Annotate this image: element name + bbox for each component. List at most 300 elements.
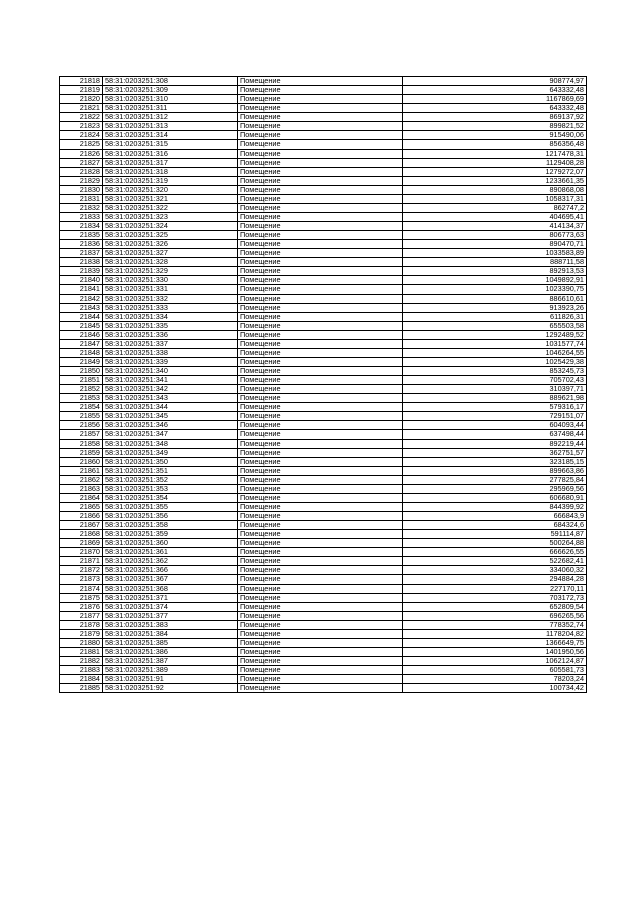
- cadastral-number-cell: 58:31:0203251:354: [103, 493, 238, 502]
- row-number-cell: 21844: [60, 312, 103, 321]
- table-row: [60, 330, 587, 339]
- table-row: [60, 140, 587, 149]
- cadastral-value-cell: 227170,11: [403, 584, 587, 593]
- object-type-cell: Помещение: [238, 666, 403, 675]
- cadastral-value-cell: 890868,08: [403, 185, 587, 194]
- table-row: [60, 231, 587, 240]
- table-row: [60, 176, 587, 185]
- object-type-cell: Помещение: [238, 394, 403, 403]
- table-row: [60, 457, 587, 466]
- row-number-cell: 21849: [60, 357, 103, 366]
- row-number-cell: 21834: [60, 222, 103, 231]
- row-number-cell: 21833: [60, 212, 103, 221]
- cadastral-number-cell: 58:31:0203251:339: [103, 357, 238, 366]
- object-type-cell: Помещение: [238, 176, 403, 185]
- object-type-cell: Помещение: [238, 149, 403, 158]
- cadastral-value-cell: 1049892,91: [403, 276, 587, 285]
- row-number-cell: 21827: [60, 158, 103, 167]
- table-row: [60, 321, 587, 330]
- table-row: [60, 367, 587, 376]
- table-row: [60, 584, 587, 593]
- row-number-cell: 21846: [60, 330, 103, 339]
- row-number-cell: 21819: [60, 86, 103, 95]
- cadastral-value-cell: 778352,74: [403, 620, 587, 629]
- row-number-cell: 21872: [60, 566, 103, 575]
- row-number-cell: 21863: [60, 484, 103, 493]
- cadastral-number-cell: 58:31:0203251:337: [103, 339, 238, 348]
- table-row: [60, 657, 587, 666]
- cadastral-number-cell: 58:31:0203251:361: [103, 548, 238, 557]
- cadastral-number-cell: 58:31:0203251:358: [103, 521, 238, 530]
- row-number-cell: 21853: [60, 394, 103, 403]
- cadastral-number-cell: 58:31:0203251:371: [103, 593, 238, 602]
- row-number-cell: 21843: [60, 303, 103, 312]
- table-row: [60, 394, 587, 403]
- table-row: [60, 222, 587, 231]
- cadastral-value-cell: 1062124,87: [403, 657, 587, 666]
- cadastral-value-cell: 853245,73: [403, 367, 587, 376]
- object-type-cell: Помещение: [238, 512, 403, 521]
- object-type-cell: Помещение: [238, 321, 403, 330]
- object-type-cell: Помещение: [238, 611, 403, 620]
- row-number-cell: 21826: [60, 149, 103, 158]
- table-row: [60, 249, 587, 258]
- cadastral-number-cell: 58:31:0203251:366: [103, 566, 238, 575]
- row-number-cell: 21830: [60, 185, 103, 194]
- cadastral-number-cell: 58:31:0203251:324: [103, 222, 238, 231]
- object-type-cell: Помещение: [238, 530, 403, 539]
- row-number-cell: 21836: [60, 240, 103, 249]
- object-type-cell: Помещение: [238, 231, 403, 240]
- object-type-cell: Помещение: [238, 212, 403, 221]
- object-type-cell: Помещение: [238, 548, 403, 557]
- cadastral-value-cell: 78203,24: [403, 675, 587, 684]
- cadastral-number-cell: 58:31:0203251:347: [103, 430, 238, 439]
- table-row: [60, 611, 587, 620]
- row-number-cell: 21847: [60, 339, 103, 348]
- cadastral-number-cell: 58:31:0203251:325: [103, 231, 238, 240]
- cadastral-value-cell: 1233661,35: [403, 176, 587, 185]
- cadastral-number-cell: 58:31:0203251:351: [103, 466, 238, 475]
- object-type-cell: Помещение: [238, 367, 403, 376]
- object-type-cell: Помещение: [238, 629, 403, 638]
- row-number-cell: 21859: [60, 448, 103, 457]
- row-number-cell: 21874: [60, 584, 103, 593]
- table-row: [60, 475, 587, 484]
- row-number-cell: 21870: [60, 548, 103, 557]
- table-row: [60, 303, 587, 312]
- row-number-cell: 21878: [60, 620, 103, 629]
- cadastral-value-cell: 892219,44: [403, 439, 587, 448]
- cadastral-number-cell: 58:31:0203251:309: [103, 86, 238, 95]
- cadastral-value-cell: 334060,32: [403, 566, 587, 575]
- table-row: [60, 285, 587, 294]
- table-row: [60, 502, 587, 511]
- cadastral-value-cell: 605581,73: [403, 666, 587, 675]
- cadastral-value-cell: 606680,91: [403, 493, 587, 502]
- table-row: [60, 276, 587, 285]
- row-number-cell: 21831: [60, 194, 103, 203]
- table-row: [60, 194, 587, 203]
- object-type-cell: Помещение: [238, 167, 403, 176]
- row-number-cell: 21864: [60, 493, 103, 502]
- cadastral-number-cell: 58:31:0203251:333: [103, 303, 238, 312]
- object-type-cell: Помещение: [238, 430, 403, 439]
- table-row: [60, 638, 587, 647]
- table-row: [60, 294, 587, 303]
- row-number-cell: 21884: [60, 675, 103, 684]
- cadastral-number-cell: 58:31:0203251:384: [103, 629, 238, 638]
- row-number-cell: 21876: [60, 602, 103, 611]
- cadastral-number-cell: 58:31:0203251:312: [103, 113, 238, 122]
- object-type-cell: Помещение: [238, 403, 403, 412]
- cadastral-number-cell: 58:31:0203251:320: [103, 185, 238, 194]
- row-number-cell: 21875: [60, 593, 103, 602]
- row-number-cell: 21845: [60, 321, 103, 330]
- table-row: [60, 675, 587, 684]
- cadastral-value-cell: 915490,06: [403, 131, 587, 140]
- cadastral-value-sheet: [59, 76, 587, 693]
- cadastral-number-cell: 58:31:0203251:359: [103, 530, 238, 539]
- row-number-cell: 21873: [60, 575, 103, 584]
- table-row: [60, 185, 587, 194]
- cadastral-value-cell: 643332,48: [403, 86, 587, 95]
- cadastral-value-cell: 684324,6: [403, 521, 587, 530]
- row-number-cell: 21855: [60, 412, 103, 421]
- object-type-cell: Помещение: [238, 95, 403, 104]
- table-row: [60, 557, 587, 566]
- cadastral-value-cell: 1031577,74: [403, 339, 587, 348]
- object-type-cell: Помещение: [238, 303, 403, 312]
- row-number-cell: 21822: [60, 113, 103, 122]
- table-row: [60, 602, 587, 611]
- object-type-cell: Помещение: [238, 566, 403, 575]
- row-number-cell: 21858: [60, 439, 103, 448]
- table-row: [60, 258, 587, 267]
- row-number-cell: 21865: [60, 502, 103, 511]
- table-row: [60, 439, 587, 448]
- object-type-cell: Помещение: [238, 376, 403, 385]
- cadastral-number-cell: 58:31:0203251:314: [103, 131, 238, 140]
- object-type-cell: Помещение: [238, 276, 403, 285]
- object-type-cell: Помещение: [238, 104, 403, 113]
- cadastral-value-cell: 666843,9: [403, 512, 587, 521]
- row-number-cell: 21850: [60, 367, 103, 376]
- object-type-cell: Помещение: [238, 638, 403, 647]
- cadastral-value-cell: 643332,48: [403, 104, 587, 113]
- cadastral-number-cell: 58:31:0203251:331: [103, 285, 238, 294]
- cadastral-value-cell: 729151,07: [403, 412, 587, 421]
- row-number-cell: 21829: [60, 176, 103, 185]
- object-type-cell: Помещение: [238, 294, 403, 303]
- table-row: [60, 86, 587, 95]
- object-type-cell: Помещение: [238, 502, 403, 511]
- row-number-cell: 21838: [60, 258, 103, 267]
- object-type-cell: Помещение: [238, 240, 403, 249]
- table-row: [60, 357, 587, 366]
- cadastral-value-cell: 1023390,75: [403, 285, 587, 294]
- row-number-cell: 21842: [60, 294, 103, 303]
- table-row: [60, 339, 587, 348]
- row-number-cell: 21840: [60, 276, 103, 285]
- object-type-cell: Помещение: [238, 602, 403, 611]
- cadastral-number-cell: 58:31:0203251:322: [103, 203, 238, 212]
- cadastral-value-cell: 899821,52: [403, 122, 587, 131]
- row-number-cell: 21825: [60, 140, 103, 149]
- object-type-cell: Помещение: [238, 86, 403, 95]
- cadastral-number-cell: 58:31:0203251:92: [103, 684, 238, 693]
- cadastral-number-cell: 58:31:0203251:360: [103, 539, 238, 548]
- object-type-cell: Помещение: [238, 357, 403, 366]
- cadastral-value-cell: 652809,54: [403, 602, 587, 611]
- cadastral-value-cell: 856356,48: [403, 140, 587, 149]
- object-type-cell: Помещение: [238, 158, 403, 167]
- table-row: [60, 521, 587, 530]
- object-type-cell: Помещение: [238, 412, 403, 421]
- table-row: [60, 412, 587, 421]
- cadastral-value-cell: 414134,37: [403, 222, 587, 231]
- cadastral-number-cell: 58:31:0203251:355: [103, 502, 238, 511]
- row-number-cell: 21851: [60, 376, 103, 385]
- row-number-cell: 21820: [60, 95, 103, 104]
- cadastral-value-cell: 869137,92: [403, 113, 587, 122]
- cadastral-number-cell: 58:31:0203251:342: [103, 385, 238, 394]
- cadastral-value-cell: 611826,31: [403, 312, 587, 321]
- cadastral-value-cell: 705702,43: [403, 376, 587, 385]
- table-row: [60, 530, 587, 539]
- row-number-cell: 21883: [60, 666, 103, 675]
- table-row: [60, 620, 587, 629]
- table-row: [60, 666, 587, 675]
- row-number-cell: 21824: [60, 131, 103, 140]
- object-type-cell: Помещение: [238, 194, 403, 203]
- cadastral-value-cell: 703172,73: [403, 593, 587, 602]
- table-row: [60, 448, 587, 457]
- object-type-cell: Помещение: [238, 448, 403, 457]
- cadastral-value-table: [59, 76, 587, 693]
- object-type-cell: Помещение: [238, 521, 403, 530]
- row-number-cell: 21848: [60, 348, 103, 357]
- cadastral-value-cell: 522682,41: [403, 557, 587, 566]
- cadastral-number-cell: 58:31:0203251:352: [103, 475, 238, 484]
- cadastral-value-cell: 1292489,52: [403, 330, 587, 339]
- cadastral-value-cell: 1033583,89: [403, 249, 587, 258]
- row-number-cell: 21862: [60, 475, 103, 484]
- cadastral-value-cell: 1025429,38: [403, 357, 587, 366]
- cadastral-value-cell: 899663,86: [403, 466, 587, 475]
- object-type-cell: Помещение: [238, 647, 403, 656]
- cadastral-number-cell: 58:31:0203251:330: [103, 276, 238, 285]
- table-row: [60, 575, 587, 584]
- row-number-cell: 21868: [60, 530, 103, 539]
- table-row: [60, 131, 587, 140]
- object-type-cell: Помещение: [238, 222, 403, 231]
- cadastral-value-cell: 591114,87: [403, 530, 587, 539]
- table-row: [60, 484, 587, 493]
- table-row: [60, 421, 587, 430]
- table-row: [60, 684, 587, 693]
- object-type-cell: Помещение: [238, 330, 403, 339]
- object-type-cell: Помещение: [238, 267, 403, 276]
- cadastral-value-cell: 913923,26: [403, 303, 587, 312]
- row-number-cell: 21881: [60, 647, 103, 656]
- cadastral-value-cell: 666626,55: [403, 548, 587, 557]
- cadastral-number-cell: 58:31:0203251:313: [103, 122, 238, 131]
- object-type-cell: Помещение: [238, 122, 403, 131]
- object-type-cell: Помещение: [238, 475, 403, 484]
- table-row: [60, 122, 587, 131]
- cadastral-value-cell: 1401950,56: [403, 647, 587, 656]
- row-number-cell: 21871: [60, 557, 103, 566]
- cadastral-number-cell: 58:31:0203251:308: [103, 77, 238, 86]
- object-type-cell: Помещение: [238, 575, 403, 584]
- table-row: [60, 593, 587, 602]
- cadastral-value-cell: 1217478,31: [403, 149, 587, 158]
- cadastral-value-cell: 100734,42: [403, 684, 587, 693]
- cadastral-number-cell: 58:31:0203251:321: [103, 194, 238, 203]
- object-type-cell: Помещение: [238, 675, 403, 684]
- object-type-cell: Помещение: [238, 285, 403, 294]
- object-type-cell: Помещение: [238, 584, 403, 593]
- cadastral-number-cell: 58:31:0203251:334: [103, 312, 238, 321]
- object-type-cell: Помещение: [238, 385, 403, 394]
- row-number-cell: 21835: [60, 231, 103, 240]
- table-body: [60, 77, 587, 693]
- cadastral-number-cell: 58:31:0203251:315: [103, 140, 238, 149]
- cadastral-number-cell: 58:31:0203251:319: [103, 176, 238, 185]
- object-type-cell: Помещение: [238, 421, 403, 430]
- object-type-cell: Помещение: [238, 657, 403, 666]
- object-type-cell: Помещение: [238, 249, 403, 258]
- table-row: [60, 385, 587, 394]
- cadastral-value-cell: 362751,57: [403, 448, 587, 457]
- cadastral-value-cell: 277825,84: [403, 475, 587, 484]
- row-number-cell: 21821: [60, 104, 103, 113]
- cadastral-number-cell: 58:31:0203251:386: [103, 647, 238, 656]
- cadastral-value-cell: 294884,28: [403, 575, 587, 584]
- cadastral-number-cell: 58:31:0203251:335: [103, 321, 238, 330]
- cadastral-number-cell: 58:31:0203251:345: [103, 412, 238, 421]
- object-type-cell: Помещение: [238, 620, 403, 629]
- object-type-cell: Помещение: [238, 439, 403, 448]
- cadastral-value-cell: 655503,58: [403, 321, 587, 330]
- object-type-cell: Помещение: [238, 557, 403, 566]
- table-row: [60, 493, 587, 502]
- object-type-cell: Помещение: [238, 457, 403, 466]
- row-number-cell: 21880: [60, 638, 103, 647]
- cadastral-number-cell: 58:31:0203251:377: [103, 611, 238, 620]
- table-row: [60, 566, 587, 575]
- cadastral-number-cell: 58:31:0203251:329: [103, 267, 238, 276]
- object-type-cell: Помещение: [238, 493, 403, 502]
- cadastral-number-cell: 58:31:0203251:387: [103, 657, 238, 666]
- cadastral-number-cell: 58:31:0203251:326: [103, 240, 238, 249]
- cadastral-value-cell: 1366649,75: [403, 638, 587, 647]
- cadastral-number-cell: 58:31:0203251:336: [103, 330, 238, 339]
- row-number-cell: 21823: [60, 122, 103, 131]
- table-row: [60, 376, 587, 385]
- cadastral-value-cell: 1178204,82: [403, 629, 587, 638]
- cadastral-value-cell: 1167869,69: [403, 95, 587, 104]
- cadastral-value-cell: 890470,71: [403, 240, 587, 249]
- row-number-cell: 21841: [60, 285, 103, 294]
- row-number-cell: 21856: [60, 421, 103, 430]
- row-number-cell: 21879: [60, 629, 103, 638]
- row-number-cell: 21837: [60, 249, 103, 258]
- cadastral-number-cell: 58:31:0203251:350: [103, 457, 238, 466]
- table-row: [60, 113, 587, 122]
- table-row: [60, 95, 587, 104]
- table-row: [60, 512, 587, 521]
- table-row: [60, 240, 587, 249]
- cadastral-value-cell: 1129408,28: [403, 158, 587, 167]
- cadastral-value-cell: 844399,92: [403, 502, 587, 511]
- object-type-cell: Помещение: [238, 312, 403, 321]
- cadastral-number-cell: 58:31:0203251:389: [103, 666, 238, 675]
- table-row: [60, 312, 587, 321]
- object-type-cell: Помещение: [238, 484, 403, 493]
- cadastral-number-cell: 58:31:0203251:374: [103, 602, 238, 611]
- cadastral-value-cell: 579316,17: [403, 403, 587, 412]
- cadastral-number-cell: 58:31:0203251:311: [103, 104, 238, 113]
- cadastral-number-cell: 58:31:0203251:341: [103, 376, 238, 385]
- cadastral-value-cell: 862747,2: [403, 203, 587, 212]
- cadastral-value-cell: 696265,56: [403, 611, 587, 620]
- cadastral-number-cell: 58:31:0203251:310: [103, 95, 238, 104]
- cadastral-value-cell: 889621,98: [403, 394, 587, 403]
- table-row: [60, 647, 587, 656]
- cadastral-number-cell: 58:31:0203251:367: [103, 575, 238, 584]
- table-row: [60, 430, 587, 439]
- row-number-cell: 21860: [60, 457, 103, 466]
- row-number-cell: 21869: [60, 539, 103, 548]
- table-row: [60, 403, 587, 412]
- cadastral-value-cell: 295969,56: [403, 484, 587, 493]
- cadastral-value-cell: 908774,97: [403, 77, 587, 86]
- table-row: [60, 77, 587, 86]
- object-type-cell: Помещение: [238, 258, 403, 267]
- object-type-cell: Помещение: [238, 131, 403, 140]
- cadastral-value-cell: 886610,61: [403, 294, 587, 303]
- cadastral-value-cell: 892913,53: [403, 267, 587, 276]
- cadastral-number-cell: 58:31:0203251:328: [103, 258, 238, 267]
- row-number-cell: 21861: [60, 466, 103, 475]
- cadastral-number-cell: 58:31:0203251:316: [103, 149, 238, 158]
- row-number-cell: 21857: [60, 430, 103, 439]
- cadastral-number-cell: 58:31:0203251:318: [103, 167, 238, 176]
- cadastral-number-cell: 58:31:0203251:340: [103, 367, 238, 376]
- cadastral-number-cell: 58:31:0203251:353: [103, 484, 238, 493]
- cadastral-value-cell: 1279272,07: [403, 167, 587, 176]
- row-number-cell: 21885: [60, 684, 103, 693]
- cadastral-number-cell: 58:31:0203251:368: [103, 584, 238, 593]
- object-type-cell: Помещение: [238, 339, 403, 348]
- object-type-cell: Помещение: [238, 593, 403, 602]
- cadastral-value-cell: 637498,44: [403, 430, 587, 439]
- cadastral-number-cell: 58:31:0203251:338: [103, 348, 238, 357]
- table-row: [60, 149, 587, 158]
- cadastral-number-cell: 58:31:0203251:348: [103, 439, 238, 448]
- row-number-cell: 21854: [60, 403, 103, 412]
- object-type-cell: Помещение: [238, 140, 403, 149]
- cadastral-value-cell: 1046264,55: [403, 348, 587, 357]
- cadastral-number-cell: 58:31:0203251:317: [103, 158, 238, 167]
- cadastral-number-cell: 58:31:0203251:383: [103, 620, 238, 629]
- object-type-cell: Помещение: [238, 466, 403, 475]
- object-type-cell: Помещение: [238, 684, 403, 693]
- row-number-cell: 21839: [60, 267, 103, 276]
- object-type-cell: Помещение: [238, 185, 403, 194]
